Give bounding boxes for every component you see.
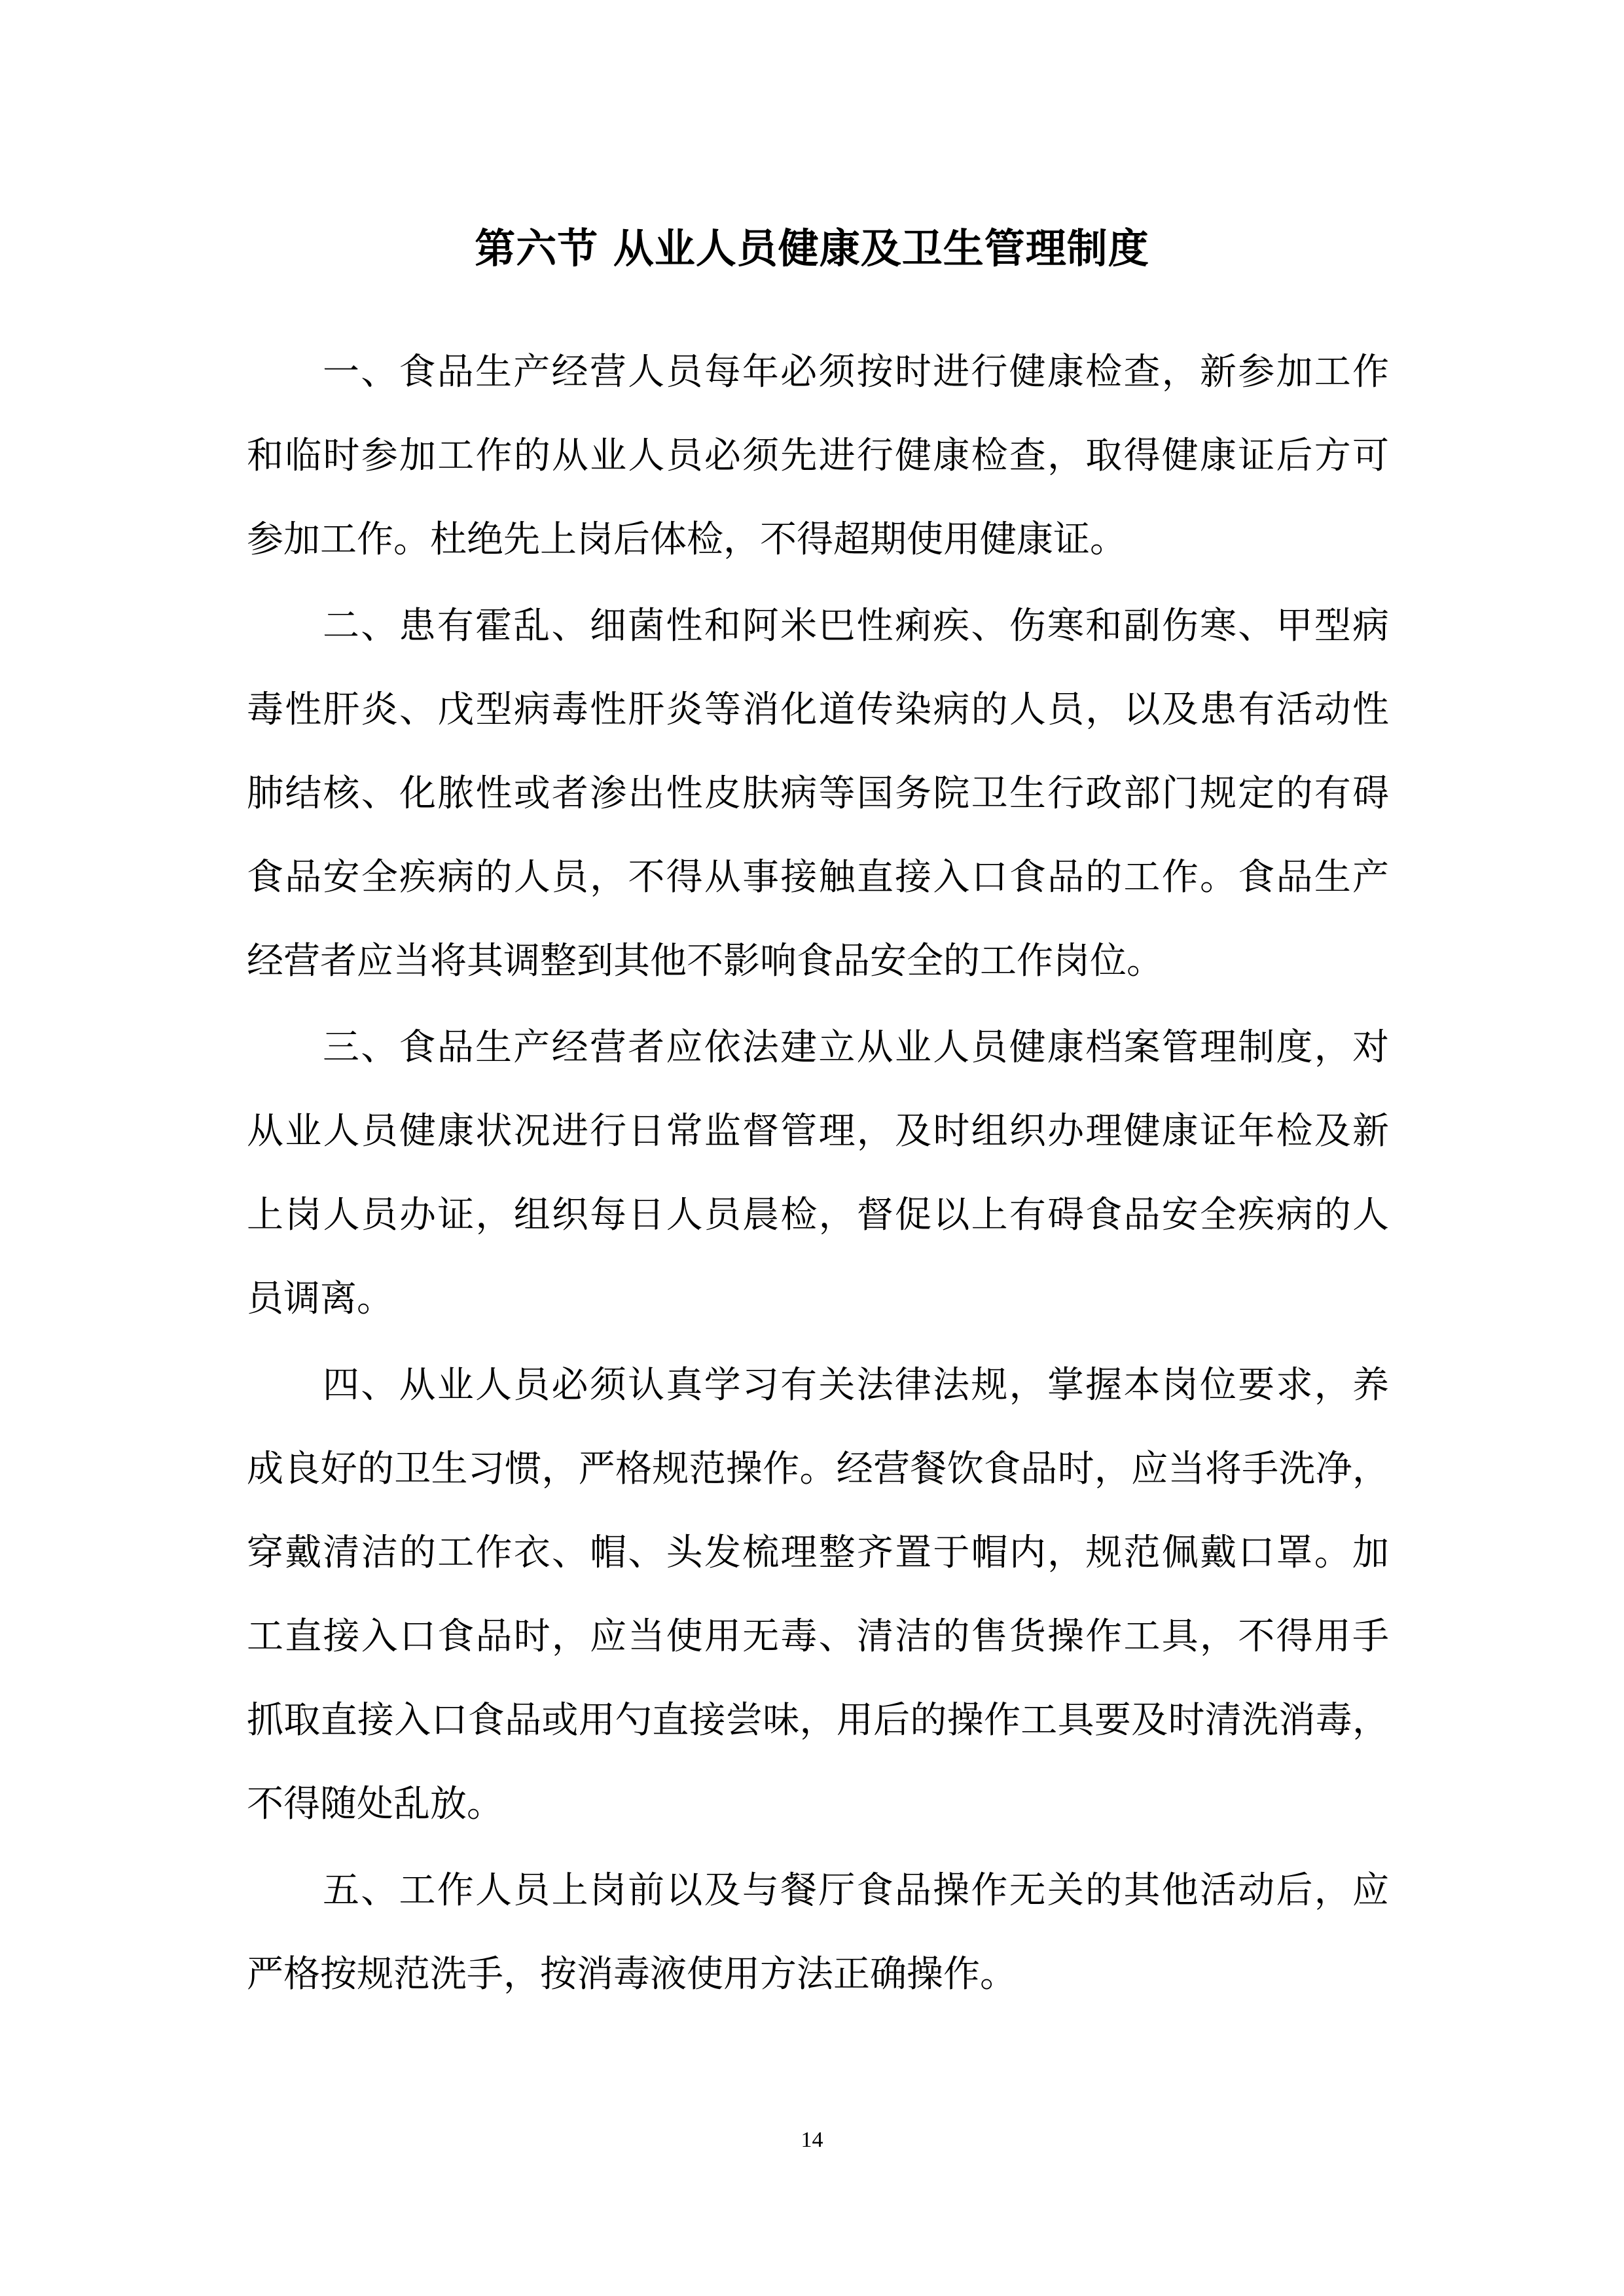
paragraph-line: 三、食品生产经营者应依法建立从业人员健康档案管理制度，对 [323, 1026, 1389, 1069]
paragraph-line: 不得随处乱放。 [247, 1783, 503, 1825]
paragraph-line: 二、患有霍乱、细菌性和阿米巴性痢疾、伤寒和副伤寒、甲型病 [323, 605, 1389, 647]
paragraph-5 [247, 1849, 1389, 2017]
paragraph-line: 五、工作人员上岗前以及与餐厅食品操作无关的其他活动后，应 [323, 1869, 1389, 1912]
paragraph-line: 抓取直接入口食品或用勺直接尝味，用后的操作工具要及时清洗消毒， [247, 1699, 1389, 1742]
paragraph-line: 从业人员健康状况进行日常监督管理，及时组织办理健康证年检及新 [247, 1110, 1389, 1153]
page-number: 14 [801, 2128, 823, 2152]
document-body [247, 331, 1389, 2017]
paragraph-line: 肺结核、化脓性或者渗出性皮肤病等国务院卫生行政部门规定的有碍 [247, 772, 1389, 815]
paragraph-line: 严格按规范洗手，按消毒液使用方法正确操作。 [247, 1953, 1017, 1996]
paragraph-line: 穿戴清洁的工作衣、帽、头发梳理整齐置于帽内，规范佩戴口罩。加 [247, 1532, 1389, 1574]
paragraph-line: 成良好的卫生习惯，严格规范操作。经营餐饮食品时，应当将手洗净， [247, 1448, 1389, 1490]
paragraph-3 [247, 1006, 1389, 1341]
section-title: 第六节 从业人员健康及卫生管理制度 [475, 224, 1149, 272]
paragraph-line: 毒性肝炎、戊型病毒性肝炎等消化道传染病的人员，以及患有活动性 [247, 689, 1389, 731]
paragraph-line: 经营者应当将其调整到其他不影响食品安全的工作岗位。 [247, 940, 1163, 982]
paragraph-line: 四、从业人员必须认真学习有关法律法规，掌握本岗位要求，养 [323, 1364, 1389, 1407]
paragraph-1 [247, 331, 1389, 582]
paragraph-2 [247, 584, 1389, 1003]
paragraph-line: 工直接入口食品时，应当使用无毒、清洁的售货操作工具，不得用手 [247, 1615, 1389, 1658]
paragraph-line: 和临时参加工作的从业人员必须先进行健康检查，取得健康证后方可 [247, 435, 1389, 477]
paragraph-4 [247, 1344, 1389, 1846]
paragraph-line: 参加工作。杜绝先上岗后体检，不得超期使用健康证。 [247, 518, 1127, 561]
paragraph-line: 食品安全疾病的人员，不得从事接触直接入口食品的工作。食品生产 [247, 856, 1389, 899]
paragraph-line: 一、食品生产经营人员每年必须按时进行健康检查，新参加工作 [323, 351, 1389, 393]
paragraph-line: 员调离。 [247, 1278, 393, 1320]
paragraph-line: 上岗人员办证，组织每日人员晨检，督促以上有碍食品安全疾病的人 [247, 1194, 1389, 1236]
